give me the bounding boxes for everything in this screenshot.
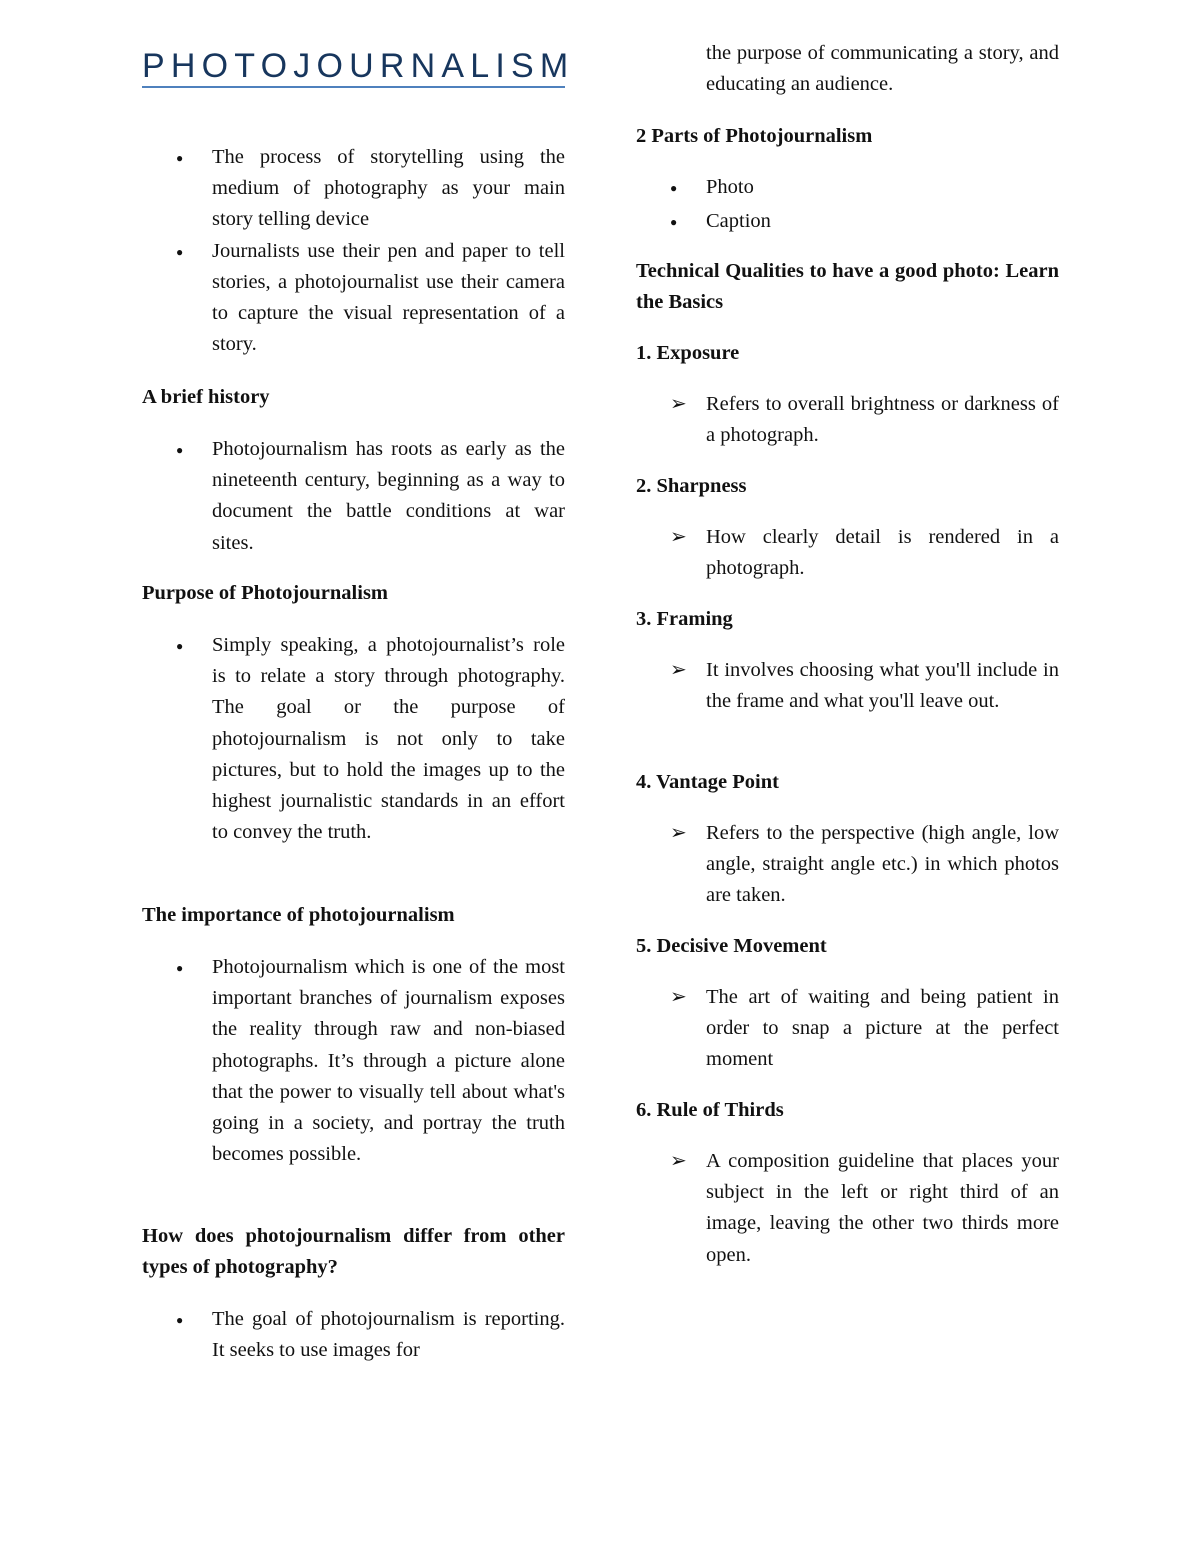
bullet-icon bbox=[176, 434, 196, 466]
quality-heading: 4. Vantage Point bbox=[636, 771, 779, 793]
title-underline bbox=[142, 86, 565, 88]
list-item: ● Photojournalism which is one of the most important branches of journalism exposes the reality through raw and non-biased photographs. It’s through a picture alone that the power to visually tell about what's going in a society, and portray the truth becomes possible. bbox=[142, 952, 565, 1170]
list-item: ➢ Refers to the perspective (high angle, low angle, straight angle etc.) in which photos are taken. bbox=[636, 818, 1059, 912]
list-item-continued: the purpose of communicating a story, and educating an audience. bbox=[706, 42, 1059, 96]
list-item: ● Caption bbox=[636, 206, 1059, 237]
list-item: ● The process of storytelling using the medium of photography as your main story telling device bbox=[142, 142, 565, 236]
list-item: ➢ The art of waiting and being patient in order to snap a picture at the perfect moment bbox=[636, 982, 1059, 1076]
quality-framing bbox=[636, 604, 1059, 717]
bullet-icon bbox=[176, 236, 196, 268]
purpose-section bbox=[142, 578, 565, 848]
bullet-icon bbox=[670, 172, 690, 204]
arrow-bullet-icon bbox=[670, 1146, 690, 1178]
arrow-bullet-icon bbox=[670, 818, 690, 850]
list-item: ● Photo bbox=[636, 172, 1059, 203]
quality-decisive-movement bbox=[636, 931, 1059, 1076]
parts-section bbox=[636, 121, 1059, 237]
intro-list bbox=[142, 142, 565, 360]
technical-heading-block bbox=[636, 256, 1059, 318]
history-heading: A brief history bbox=[142, 386, 270, 408]
importance-section bbox=[142, 900, 565, 1170]
difference-heading: How does photojournalism differ from other types of photography? bbox=[142, 1225, 565, 1278]
bullet-icon bbox=[176, 952, 196, 984]
quality-heading: 1. Exposure bbox=[636, 342, 740, 364]
arrow-bullet-icon bbox=[670, 655, 690, 687]
quality-rule-of-thirds bbox=[636, 1095, 1059, 1271]
purpose-heading: Purpose of Photojournalism bbox=[142, 582, 388, 604]
arrow-bullet-icon bbox=[670, 522, 690, 554]
quality-exposure bbox=[636, 338, 1059, 451]
continued-list bbox=[636, 38, 1059, 100]
importance-heading: The importance of photojournalism bbox=[142, 904, 455, 926]
list-item: ● The goal of photojournalism is reporting. It seeks to use images for bbox=[142, 1304, 565, 1366]
parts-heading: 2 Parts of Photojournalism bbox=[636, 125, 873, 147]
quality-heading: 5. Decisive Movement bbox=[636, 935, 827, 957]
list-item: ➢ A composition guideline that places your subject in the left or right third of an image, leaving the other two thirds more open. bbox=[636, 1146, 1059, 1271]
bullet-icon bbox=[670, 206, 690, 238]
quality-vantage-point bbox=[636, 767, 1059, 912]
bullet-icon bbox=[176, 630, 196, 662]
list-item: ● Journalists use their pen and paper to tell stories, a photojournalist use their camera to capture the visual representation of a story. bbox=[142, 236, 565, 361]
list-item: ➢ It involves choosing what you'll include in the frame and what you'll leave out. bbox=[636, 655, 1059, 717]
difference-section bbox=[142, 1221, 565, 1366]
list-item: ● Photojournalism has roots as early as the nineteenth century, beginning as a way to document the battle conditions at war sites. bbox=[142, 434, 565, 559]
arrow-bullet-icon bbox=[670, 982, 690, 1014]
history-section bbox=[142, 382, 565, 559]
list-item: ➢ Refers to overall brightness or darkness of a photograph. bbox=[636, 389, 1059, 451]
bullet-icon bbox=[176, 142, 196, 174]
arrow-bullet-icon bbox=[670, 389, 690, 421]
quality-heading: 6. Rule of Thirds bbox=[636, 1099, 784, 1121]
quality-sharpness bbox=[636, 471, 1059, 584]
bullet-icon bbox=[176, 1304, 196, 1336]
quality-heading: 2. Sharpness bbox=[636, 475, 747, 497]
page-title: PHOTOJOURNALISM bbox=[142, 47, 575, 85]
list-item: ● Simply speaking, a photojournalist’s role is to relate a story through photography. The goal or the purpose of photojournalism is not only to take pictures, but to hold the images up to the highest journalistic standards in an effort to convey the truth. bbox=[142, 630, 565, 848]
quality-heading: 3. Framing bbox=[636, 608, 733, 630]
technical-heading: Technical Qualities to have a good photo: Learn the Basics bbox=[636, 260, 1059, 313]
list-item: ➢ How clearly detail is rendered in a photograph. bbox=[636, 522, 1059, 584]
